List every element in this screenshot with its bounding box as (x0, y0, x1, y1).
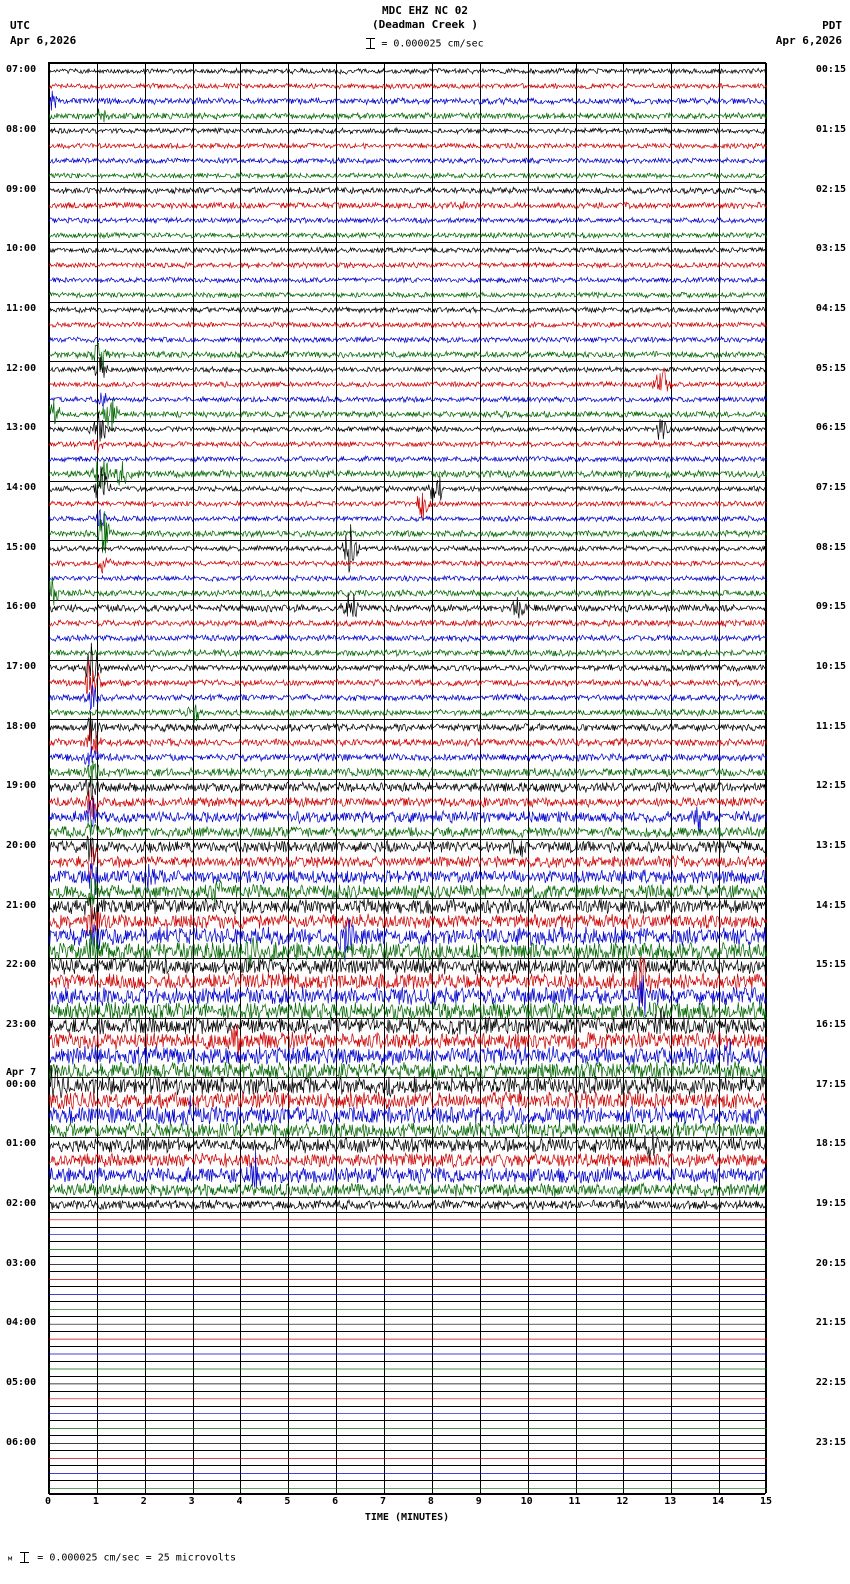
trace-line (49, 277, 767, 283)
time-label-utc: 20:00 (6, 839, 37, 851)
time-label-local: 08:15 (815, 541, 846, 553)
time-label-local: 15:15 (815, 959, 846, 971)
trace-line (49, 1131, 767, 1160)
trace-line (49, 776, 767, 801)
trace-line (49, 957, 767, 1003)
trace-line (49, 635, 767, 642)
header-left-line1: UTC (10, 19, 30, 32)
time-label-local: 02:15 (815, 183, 846, 195)
time-label-utc: 12:00 (6, 362, 37, 374)
x-tick-label: 8 (427, 1496, 434, 1507)
trace-line (49, 368, 767, 392)
x-tick-label: 7 (380, 1496, 387, 1507)
time-label-local: 06:15 (815, 422, 846, 434)
x-axis-label: TIME (MINUTES) (364, 1512, 450, 1523)
time-label-local: 11:15 (815, 720, 846, 732)
x-axis (44, 1496, 773, 1526)
trace-line (49, 1008, 767, 1034)
time-label-local: 20:15 (815, 1257, 846, 1269)
header-right-line1: PDT (822, 19, 842, 32)
time-label-utc: 13:00 (6, 422, 37, 434)
footer-scale (8, 1552, 236, 1564)
helicorder-plot (48, 62, 766, 1494)
time-label-local: 13:15 (815, 839, 846, 851)
time-label-utc: 02:00 (6, 1197, 37, 1209)
time-label-local: 19:15 (815, 1197, 846, 1209)
time-label-local: 16:15 (815, 1018, 846, 1030)
trace-line (49, 128, 767, 134)
time-label-local: 18:15 (815, 1138, 846, 1150)
x-tick-label: 4 (236, 1496, 243, 1507)
x-tick-label: 9 (475, 1496, 482, 1507)
trace-line (49, 412, 767, 441)
time-label-utc: 18:00 (6, 720, 37, 732)
trace-line (49, 576, 767, 582)
trace-line (49, 1002, 767, 1021)
trace-line (49, 1061, 767, 1079)
time-label-local: 00:15 (815, 64, 846, 76)
scale-indicator (0, 38, 850, 50)
x-tick-label: 6 (332, 1496, 339, 1507)
time-label-utc: 04:00 (6, 1317, 37, 1329)
trace-line (49, 686, 767, 710)
time-label-local: 23:15 (815, 1436, 846, 1448)
trace-line (49, 747, 767, 767)
trace-line (49, 262, 767, 268)
time-label-utc: 14:00 (6, 481, 37, 493)
x-tick-label: 14 (712, 1496, 725, 1507)
trace-line (49, 292, 767, 298)
footer-label: = 0.000025 cm/sec = 25 microvolts (37, 1552, 236, 1564)
trace-line (49, 109, 767, 123)
trace-line (49, 958, 767, 975)
station-name: (Deadman Creek ) (372, 18, 478, 31)
trace-line (49, 233, 767, 239)
time-label-local: 03:15 (815, 243, 846, 255)
time-label-utc: 01:00 (6, 1138, 37, 1150)
x-tick-label: 0 (44, 1496, 52, 1507)
time-label-utc: 07:00 (6, 64, 37, 76)
trace-line (49, 322, 767, 328)
time-label-local: 21:15 (815, 1317, 846, 1329)
footer-prefix: м (8, 1554, 13, 1563)
trace-line (49, 456, 767, 462)
time-label-local: 05:15 (815, 362, 846, 374)
trace-line (49, 307, 767, 313)
header-left-line2: Apr 6,2026 (10, 34, 77, 47)
trace-line (49, 761, 767, 786)
trace-line (49, 337, 767, 343)
trace-line (49, 460, 767, 489)
time-label-local: 22:15 (815, 1376, 846, 1388)
time-label-utc: 03:00 (6, 1257, 37, 1269)
time-label-utc: 23:00 (6, 1018, 37, 1030)
time-label-utc: 00:00 (6, 1078, 37, 1090)
trace-line (49, 1095, 767, 1125)
header-right-line2: Apr 6,2026 (775, 34, 842, 47)
trace-line (49, 878, 767, 907)
trace-line (49, 1153, 767, 1168)
time-label-local: 04:15 (815, 302, 846, 314)
time-label-utc: 17:00 (6, 660, 37, 672)
trace-line (49, 83, 767, 89)
trace-line (49, 711, 767, 744)
x-tick-label: 11 (568, 1496, 581, 1507)
trace-line (49, 558, 767, 574)
trace-line (49, 440, 767, 454)
trace-line (49, 202, 767, 210)
trace-line (49, 68, 767, 74)
time-label-utc: 22:00 (6, 959, 37, 971)
trace-line (49, 357, 767, 378)
time-label-local: 10:15 (815, 660, 846, 672)
time-label-utc: 10:00 (6, 243, 37, 255)
trace-line (49, 143, 767, 149)
x-tick-label: 1 (92, 1496, 99, 1507)
x-tick-label: 5 (284, 1496, 291, 1507)
station-title (0, 4, 850, 32)
day-change-label: Apr 7 (6, 1066, 37, 1078)
time-label-local: 07:15 (815, 481, 846, 493)
trace-line (49, 592, 767, 618)
trace-line (49, 729, 767, 754)
x-tick-label: 2 (140, 1496, 147, 1507)
trace-line (49, 1150, 767, 1188)
time-label-local: 01:15 (815, 123, 846, 135)
time-label-utc: 21:00 (6, 899, 37, 911)
time-label-utc: 19:00 (6, 780, 37, 792)
trace-line (49, 620, 767, 627)
time-label-local: 09:15 (815, 601, 846, 613)
trace-line (49, 820, 767, 838)
trace-line (49, 643, 767, 682)
trace-line (49, 1122, 767, 1138)
time-label-utc: 15:00 (6, 541, 37, 553)
trace-line (49, 650, 767, 657)
x-tick-label: 12 (616, 1496, 629, 1507)
time-label-utc: 11:00 (6, 302, 37, 314)
time-label-utc: 06:00 (6, 1436, 37, 1448)
time-label-local: 14:15 (815, 899, 846, 911)
chart-header (0, 0, 850, 60)
seismogram-traces (49, 63, 767, 1495)
x-tick-label: 15 (759, 1496, 773, 1507)
trace-line (49, 510, 767, 527)
trace-line (49, 187, 767, 194)
trace-line (49, 918, 767, 962)
x-tick-label: 10 (520, 1496, 533, 1507)
time-label-utc: 08:00 (6, 123, 37, 135)
trace-line (49, 218, 767, 224)
trace-line (49, 247, 767, 253)
trace-line (49, 1200, 767, 1210)
time-label-utc: 09:00 (6, 183, 37, 195)
footer-scale-bar-icon (20, 1552, 29, 1563)
time-label-utc: 05:00 (6, 1376, 37, 1388)
trace-line (49, 1183, 767, 1197)
trace-line (49, 343, 767, 369)
station-code: MDC EHZ NC 02 (381, 4, 469, 17)
time-label-utc: 16:00 (6, 601, 37, 613)
trace-line (49, 173, 767, 179)
trace-line (49, 1039, 767, 1066)
trace-line (49, 158, 767, 164)
trace-line (49, 1091, 767, 1109)
trace-line (49, 91, 767, 111)
time-label-local: 17:15 (815, 1078, 846, 1090)
scale-label: = 0.000025 cm/sec (381, 38, 484, 50)
x-tick-label: 3 (188, 1496, 195, 1507)
trace-line (49, 705, 767, 723)
time-label-local: 12:15 (815, 780, 846, 792)
scale-bar-icon (366, 38, 375, 49)
trace-line (49, 393, 767, 407)
x-tick-label: 13 (664, 1496, 677, 1507)
